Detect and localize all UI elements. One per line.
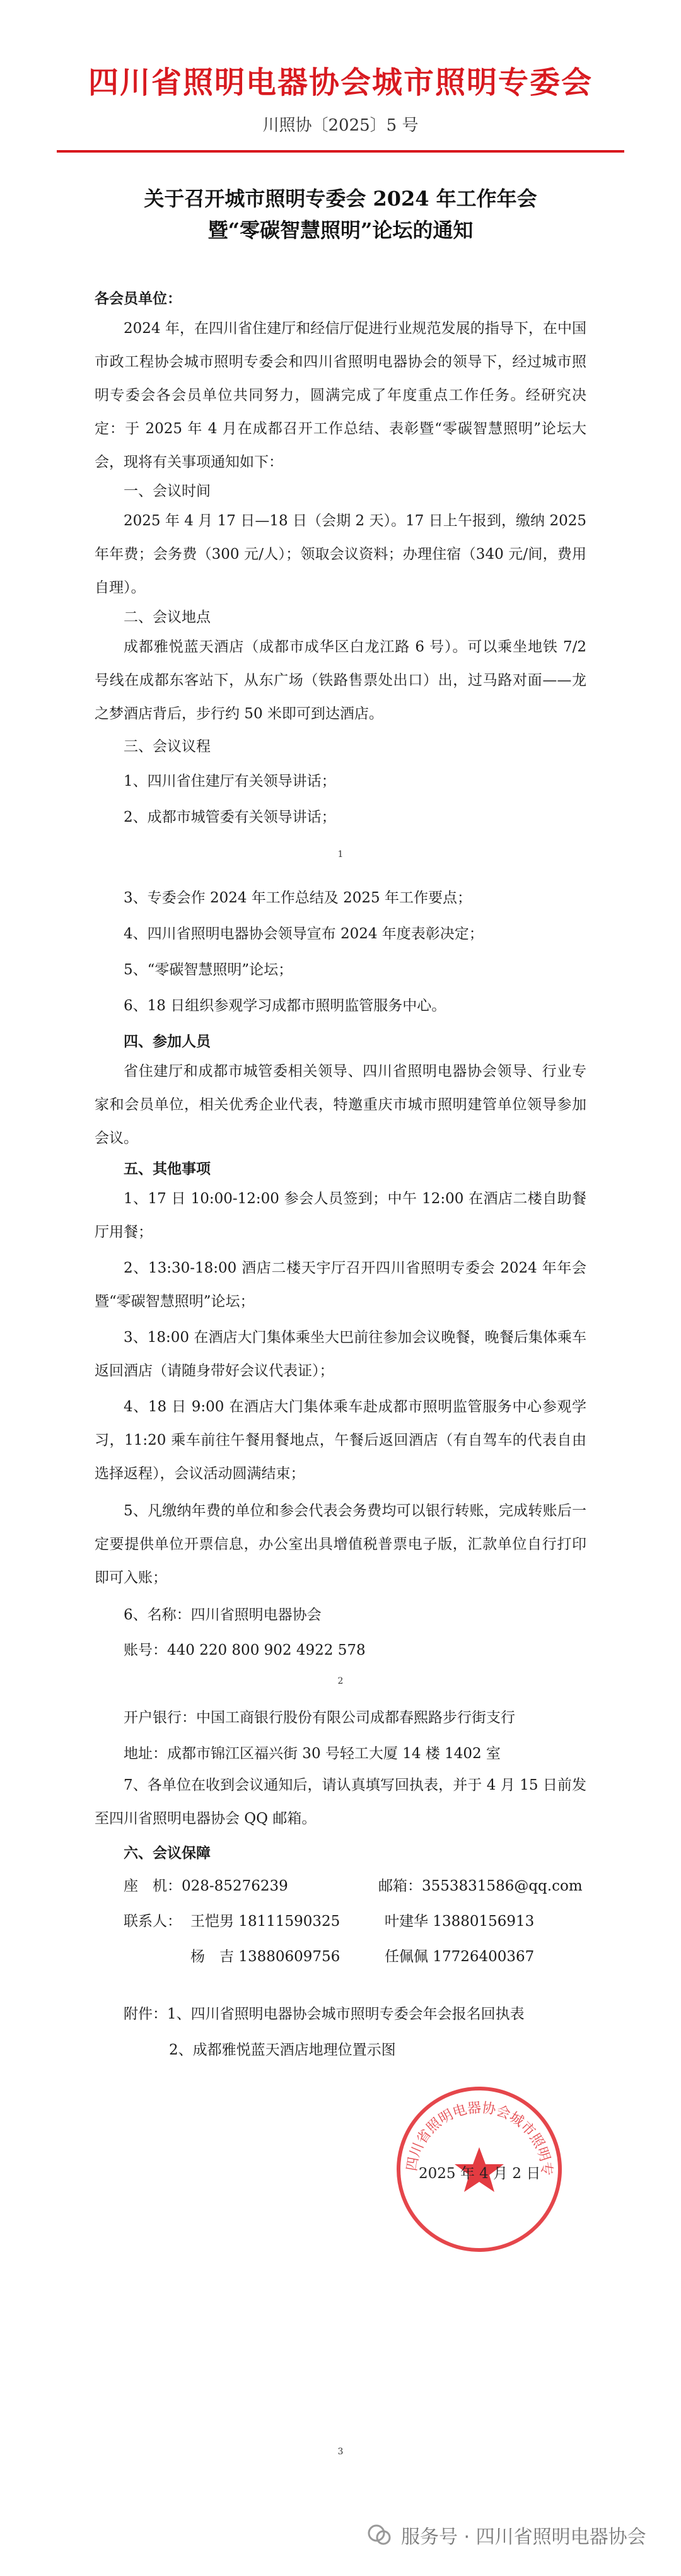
account-name: 6、名称：四川省照明电器协会	[124, 1607, 322, 1623]
other-item-3: 3、18:00 在酒店大门集体乘坐大巴前往参加会议晚餐，晚餐后集体乘车返回酒店（请随身带好会议代表证）；	[95, 1329, 586, 1379]
section4-text: 省住建厅和成都市城管委相关领导、四川省照明电器协会领导、行业专家和会员单位，相关优秀企业代表，特邀重庆市城市照明建管单位领导参加会议。	[95, 1063, 586, 1146]
page-number-2: 2	[337, 1676, 344, 1686]
attachment-2: 2、成都雅悦蓝天酒店地理位置示图	[169, 2042, 396, 2058]
doc-title-line2: 暨“零碳智慧照明”论坛的通知	[207, 218, 474, 242]
agenda-item-6: 6、18 日组织参观学习成都市照明监管服务中心。	[124, 998, 446, 1014]
contact-label: 联系人：	[124, 1913, 182, 1930]
office-address: 地址：成都市锦江区福兴街 30 号轻工大厦 14 楼 1402 室	[124, 1746, 501, 1762]
other-item-1: 1、17 日 10:00-12:00 参会人员签到；中午 12:00 在酒店二楼自助餐厅用餐；	[95, 1191, 586, 1240]
contact-4: 任佩佩 17726400367	[385, 1949, 535, 1965]
wechat-icon	[366, 2521, 393, 2549]
service-account-watermark	[366, 2513, 668, 2557]
red-divider	[57, 150, 624, 153]
agenda-item-4: 4、四川省照明电器协会领导宣布 2024 年度表彰决定；	[124, 926, 484, 942]
doc-number: 川照协〔2025〕5 号	[262, 116, 419, 135]
section1-heading: 一、会议时间	[124, 483, 211, 499]
salutation: 各会员单位：	[95, 290, 182, 307]
other-item-7: 7、各单位在收到会议通知后，请认真填写回执表，并于 4 月 15 日前发至四川省照明电器协会 QQ 邮箱。	[95, 1777, 586, 1827]
account-number: 账号：440 220 800 902 4922 578	[124, 1642, 366, 1658]
section4-heading: 四、参加人员	[124, 1033, 211, 1050]
section3-heading: 三、会议议程	[124, 738, 211, 755]
agenda-item-3: 3、专委会作 2024 年工作总结及 2025 年工作要点；	[124, 890, 472, 906]
seat-phone-row	[124, 1874, 288, 1895]
seat-phone-label: 座 机：	[124, 1878, 182, 1894]
page-number-3: 3	[337, 2447, 344, 2457]
intro-paragraph: 2024 年，在四川省住建厅和经信厅促进行业规范发展的指导下，在中国市政工程协会城市照明专委会和四川省照明电器协会的领导下，经过城市照明专委会各会员单位共同努力，圆满完成了年度重点工作任务。经研究决定：于 2025 年 4 月在成都召开工作总结、表彰暨“零碳智慧照明”论坛大会，现将有关事项通知如下：	[95, 320, 586, 470]
contact-2: 叶建华 13880156913	[385, 1913, 535, 1930]
org-title: 四川省照明电器协会城市照明专委会	[88, 65, 593, 100]
section1-text: 2025 年 4 月 17 日—18 日（会期 2 天）。17 日上午报到，缴纳 2025 年年费；会务费（300 元/人）；领取会议资料；办理住宿（340 元/间，费用自理）。	[95, 513, 586, 596]
page-number-1: 1	[337, 849, 344, 860]
bank-name: 开户银行：中国工商银行股份有限公司成都春熙路步行街支行	[124, 1710, 515, 1726]
agenda-item-5: 5、“零碳智慧照明”论坛；	[124, 962, 293, 978]
section2-text: 成都雅悦蓝天酒店（成都市成华区白龙江路 6 号）。可以乘坐地铁 7/2 号线在成都东客站下，从东广场（铁路售票处出口）出，过马路对面——龙之梦酒店背后，步行约 50 米即可到达酒店。	[95, 639, 586, 722]
other-item-2: 2、13:30-18:00 酒店二楼天宇厅召开四川省照明专委会 2024 年年会暨“零碳智慧照明”论坛；	[95, 1260, 586, 1310]
agenda-item-2: 2、成都市城管委有关领导讲话；	[124, 809, 336, 825]
contact-3: 杨 吉 13880609756	[190, 1949, 340, 1965]
section6-heading: 六、会议保障	[124, 1845, 211, 1862]
agenda-item-1: 1、四川省住建厅有关领导讲话；	[124, 773, 336, 790]
section2-heading: 二、会议地点	[124, 609, 211, 626]
other-item-4: 4、18 日 9:00 在酒店大门集体乘车赴成都市照明监管服务中心参观学习，11:20 乘车前往午餐用餐地点，午餐后返回酒店（有自驾车的代表自由选择返程），会议活动圆满结束；	[95, 1399, 586, 1482]
other-item-5: 5、凡缴纳年费的单位和参会代表会务费均可以银行转账，完成转账后一定要提供单位开票信息，办公室出具增值税普票电子版，汇款单位自行打印即可入账；	[95, 1503, 586, 1586]
seat-phone-value: 028-85276239	[182, 1878, 288, 1894]
doc-title-line1: 关于召开城市照明专委会 2024 年工作年会	[144, 187, 537, 211]
email-value: 3553831586@qq.com	[422, 1878, 583, 1894]
email-label: 邮箱：	[378, 1878, 422, 1894]
seal-text: 四川省照明电器协会城市照明专	[404, 2100, 555, 2177]
contact-1: 王恺男 18111590325	[190, 1913, 340, 1930]
issue-date: 2025 年 4 月 2 日	[419, 2165, 541, 2182]
attachment-1: 附件：1、四川省照明电器协会城市照明专委会年会报名回执表	[124, 2006, 525, 2022]
email-row	[378, 1874, 583, 1895]
section5-heading: 五、其他事项	[124, 1160, 211, 1177]
watermark-text: 服务号 · 四川省照明电器协会	[401, 2526, 646, 2548]
